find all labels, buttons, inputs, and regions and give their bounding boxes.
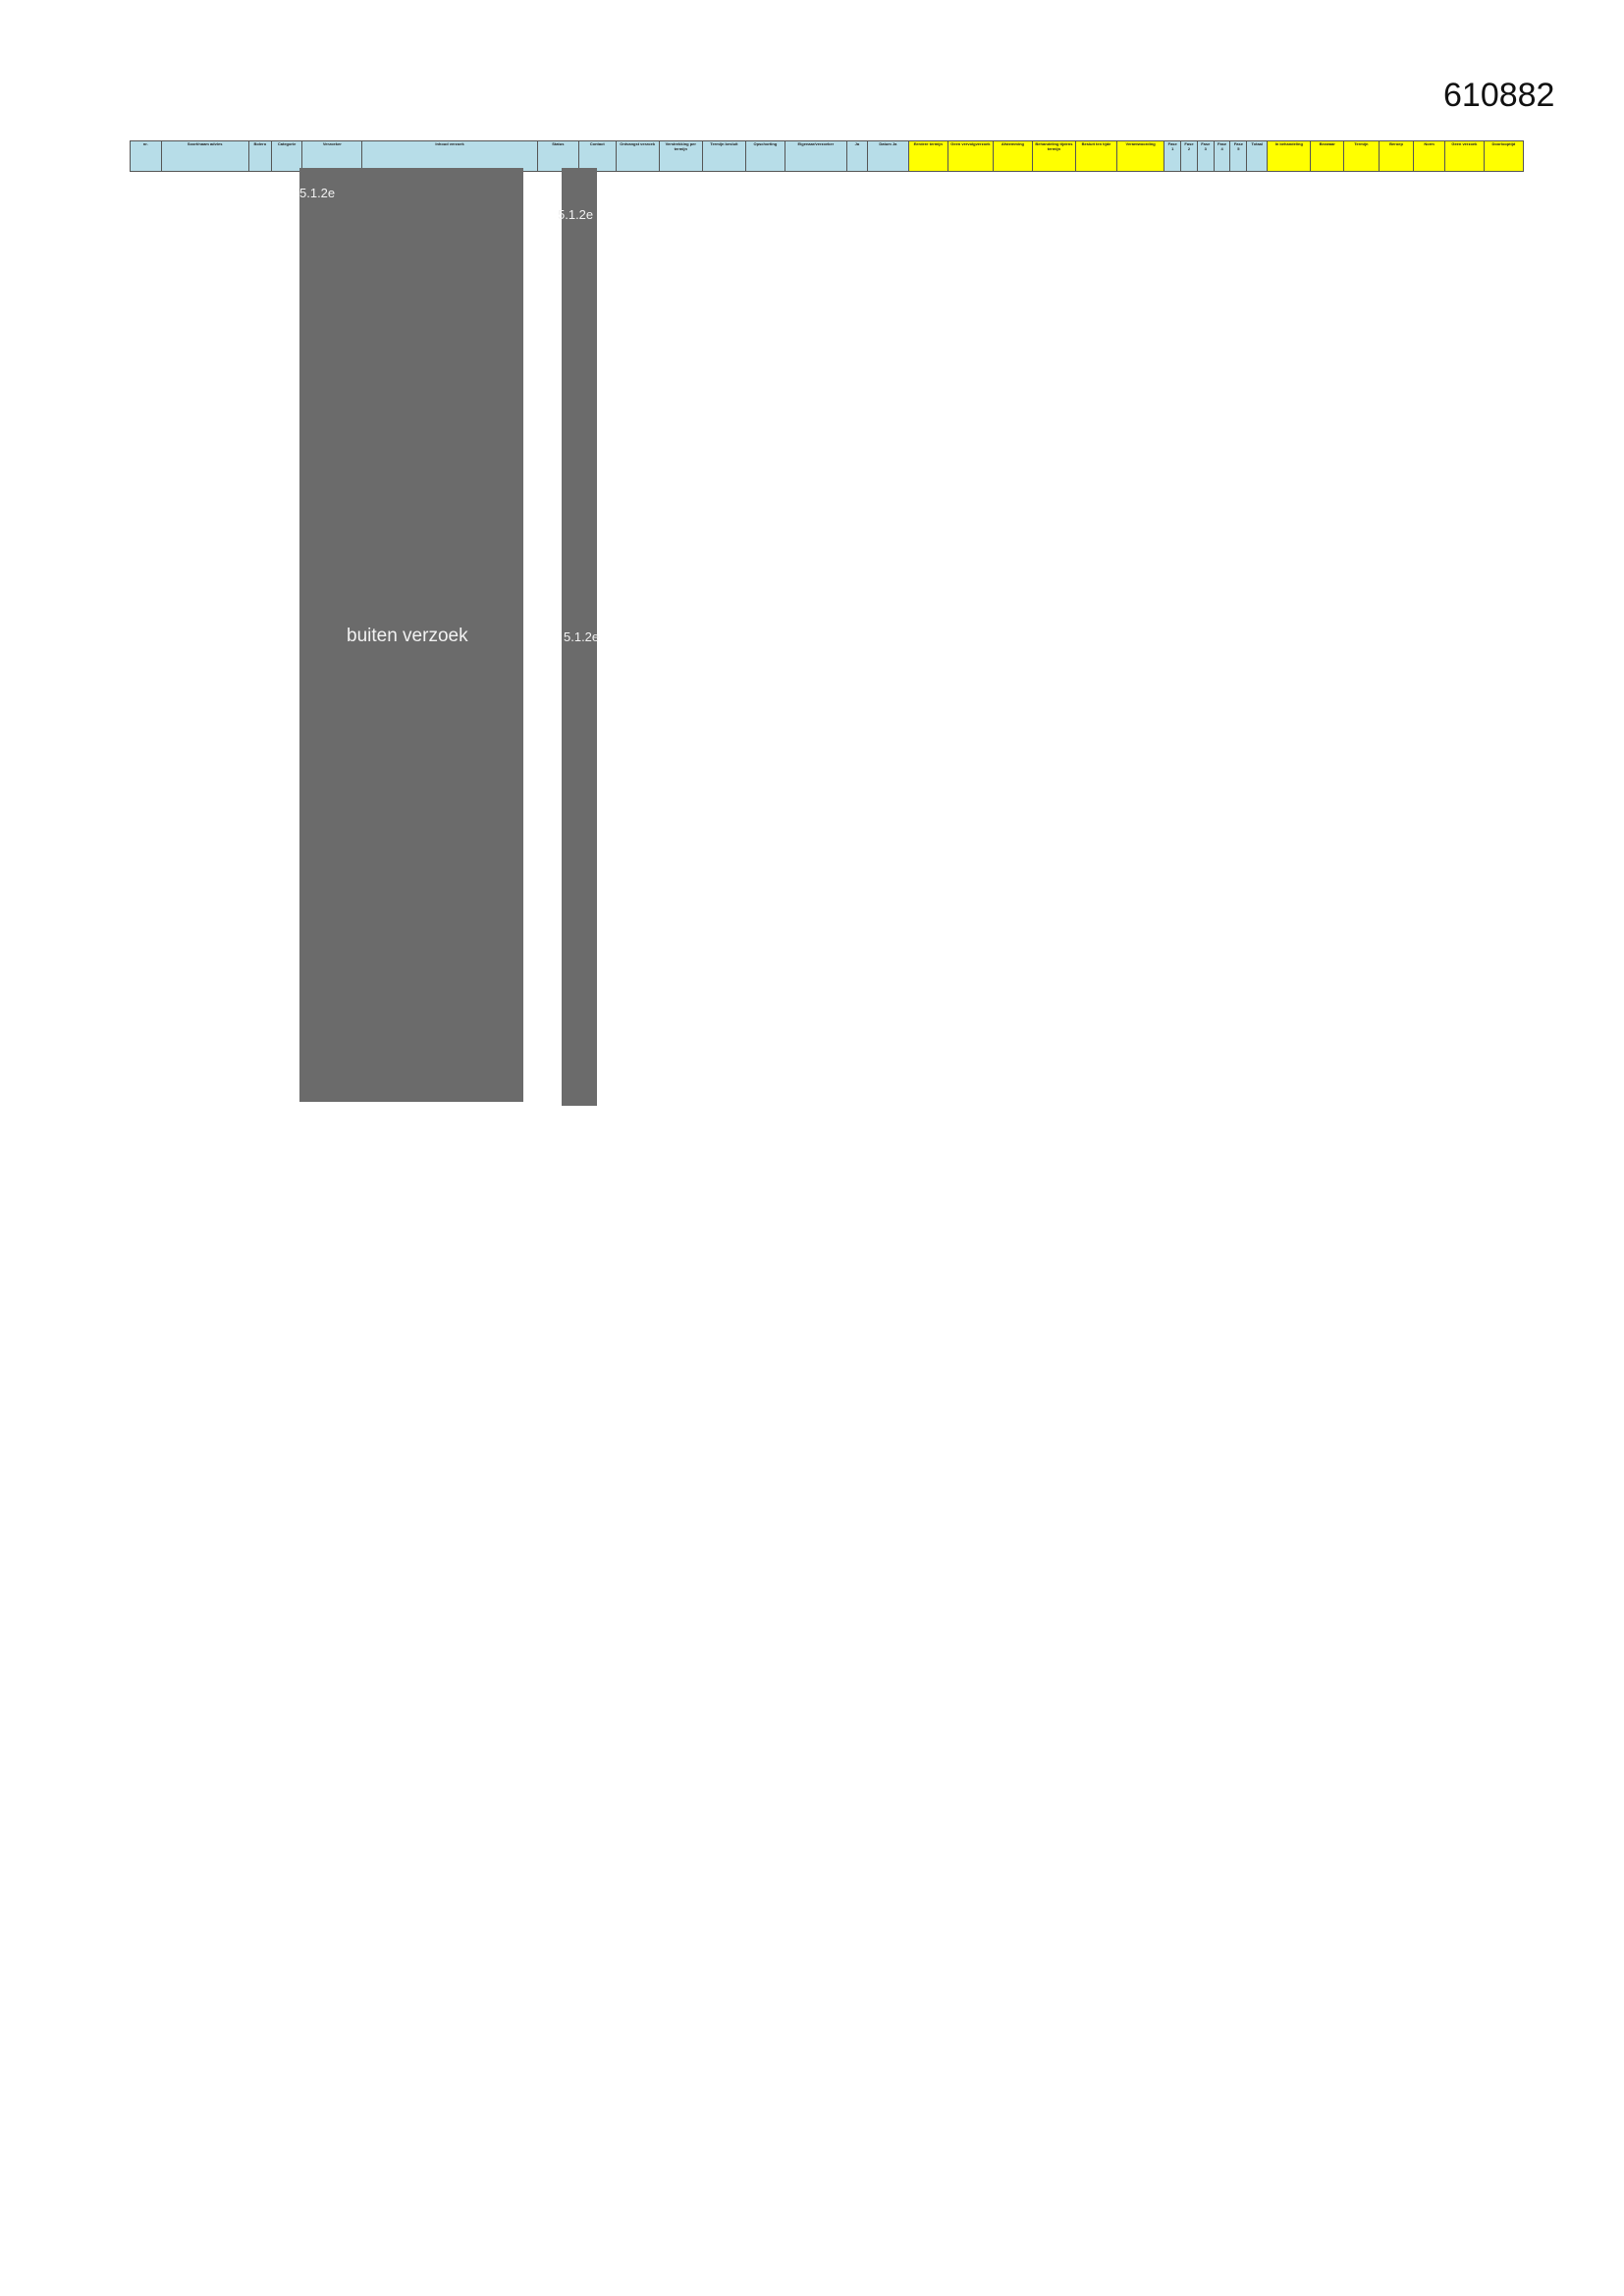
redaction-reason-label: buiten verzoek bbox=[347, 626, 468, 646]
column-header: Norm bbox=[1414, 141, 1445, 172]
column-header: Totaal bbox=[1247, 141, 1268, 172]
column-header: Categorie bbox=[271, 141, 302, 172]
redaction-block-contact bbox=[558, 168, 600, 1106]
column-header: Ontvangst verzoek bbox=[616, 141, 659, 172]
column-header: Fase 1 bbox=[1164, 141, 1181, 172]
column-header: Inhoud verzoek bbox=[362, 141, 538, 172]
column-header: In behandeling bbox=[1268, 141, 1311, 172]
column-header: Soort/naam advies bbox=[161, 141, 248, 172]
column-header: Fase 5 bbox=[1230, 141, 1247, 172]
redaction-block-main bbox=[299, 168, 523, 1102]
column-header: Ja bbox=[846, 141, 867, 172]
column-header: Termijn bbox=[1344, 141, 1380, 172]
column-header: Bolero bbox=[248, 141, 271, 172]
column-header: Eerdere termijn bbox=[908, 141, 947, 172]
column-header: Doorlooptijd bbox=[1484, 141, 1523, 172]
column-header: Fase 2 bbox=[1181, 141, 1198, 172]
column-header: Besluit ten tijde bbox=[1075, 141, 1116, 172]
redaction-section-label-top: 5.1.2e bbox=[558, 207, 594, 222]
document-number: 610882 bbox=[1443, 77, 1555, 114]
column-header: Fase 3 bbox=[1197, 141, 1214, 172]
column-header: Geen vervolgverzoek bbox=[947, 141, 993, 172]
column-header: Bezwaar bbox=[1311, 141, 1344, 172]
column-header: Opschorting bbox=[745, 141, 785, 172]
column-header: Status bbox=[537, 141, 578, 172]
column-header: Afstemming bbox=[993, 141, 1032, 172]
redaction-section-label-middle: 5.1.2e bbox=[564, 629, 600, 644]
column-header: Eigenaar/verzoeker bbox=[785, 141, 846, 172]
column-header: Fase 4 bbox=[1214, 141, 1230, 172]
column-header: Verstrekking per termijn bbox=[659, 141, 702, 172]
column-header: Verzoeker bbox=[302, 141, 362, 172]
column-header: nr. bbox=[131, 141, 162, 172]
column-header: Beroep bbox=[1379, 141, 1414, 172]
column-header: Verantwoording bbox=[1116, 141, 1164, 172]
column-header: Termijn besluit bbox=[702, 141, 745, 172]
table-header-row bbox=[131, 141, 1524, 172]
redaction-section-label: 5.1.2e bbox=[299, 186, 336, 200]
column-header: Geen verzoek bbox=[1444, 141, 1484, 172]
column-header: Datum Ja bbox=[867, 141, 908, 172]
column-header: Behandeling tijdens termijn bbox=[1032, 141, 1075, 172]
column-header: Contact bbox=[578, 141, 616, 172]
